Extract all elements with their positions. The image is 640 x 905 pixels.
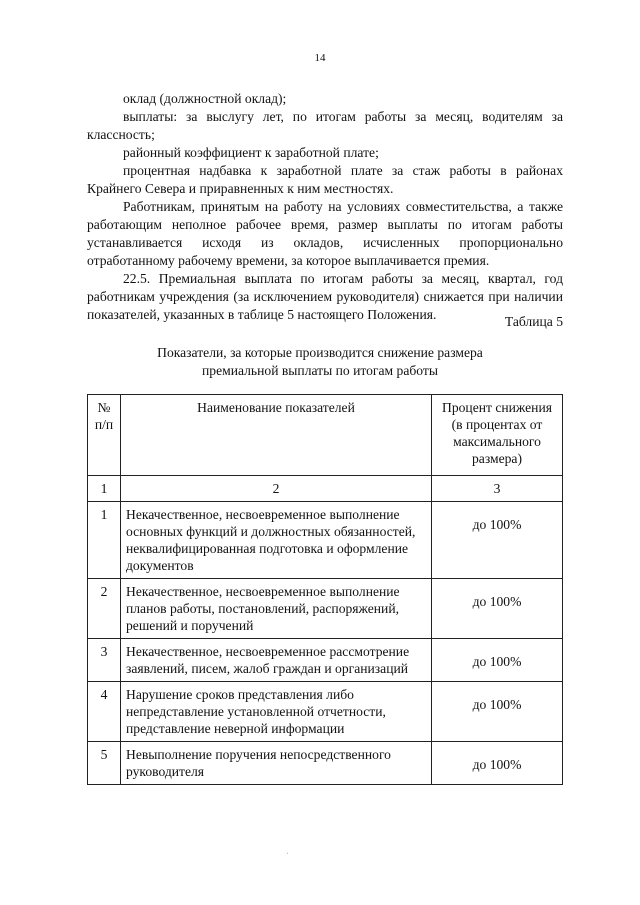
table-caption (0, 344, 640, 380)
row-percent: до 100% (432, 579, 563, 639)
row-number: 3 (88, 639, 121, 682)
paragraph: оклад (должностной оклад); (123, 91, 287, 106)
column-number: 3 (432, 476, 563, 502)
header-number: № п/п (88, 395, 121, 476)
table-header-row (88, 395, 563, 476)
row-indicator: Некачественное, несвоевременное выполнение планов работы, постановлений, распоряжений, решений и поручений (121, 579, 432, 639)
paragraph: районный коэффициент к заработной плате; (123, 145, 379, 160)
table-row (88, 682, 563, 742)
row-number: 1 (88, 502, 121, 579)
table-row (88, 502, 563, 579)
table-row (88, 742, 563, 785)
header-indicator-name: Наименование показателей (121, 395, 432, 476)
indicators-table (87, 394, 563, 785)
table-row (88, 639, 563, 682)
paragraph: Работникам, принятым на работу на условиях совместительства, а также работающим неполное рабочее время, размер выплаты по итогам работы устанавливается исходя из окладов, исчисленных пропорционально отработанному рабочему времени, за которое выплачивается премия. (87, 199, 563, 268)
body-text (87, 90, 563, 324)
column-number: 1 (88, 476, 121, 502)
row-number: 4 (88, 682, 121, 742)
paragraph: процентная надбавка к заработной плате за стаж работы в районах Крайнего Севера и приравненных к ним местностях. (87, 163, 563, 196)
caption-line: премиальной выплаты по итогам работы (202, 363, 438, 378)
row-percent: до 100% (432, 502, 563, 579)
table-row (88, 579, 563, 639)
paragraph: выплаты: за выслугу лет, по итогам работы за месяц, водителям за классность; (87, 109, 563, 142)
row-indicator: Некачественное, несвоевременное рассмотрение заявлений, писем, жалоб граждан и организаций (121, 639, 432, 682)
row-percent: до 100% (432, 742, 563, 785)
row-percent: до 100% (432, 639, 563, 682)
row-indicator: Нарушение сроков представления либо непредставление установленной отчетности, представление неверной информации (121, 682, 432, 742)
scan-mark: ˌ (286, 845, 289, 854)
page-number: 14 (314, 52, 326, 64)
row-number: 5 (88, 742, 121, 785)
paragraph: 22.5. Премиальная выплата по итогам работы за месяц, квартал, год работникам учреждения (за исключением руководителя) снижается при наличии показателей, указанных в таблице 5 настоящего Положения. (87, 271, 563, 322)
header-percent: Процент снижения (в процентах от максимального размера) (432, 395, 563, 476)
row-indicator: Некачественное, несвоевременное выполнение основных функций и должностных обязанностей, неквалифицированная подготовка и оформление документов (121, 502, 432, 579)
row-indicator: Невыполнение поручения непосредственного руководителя (121, 742, 432, 785)
column-numbers-row (88, 476, 563, 502)
column-number: 2 (121, 476, 432, 502)
row-percent: до 100% (432, 682, 563, 742)
row-number: 2 (88, 579, 121, 639)
caption-line: Показатели, за которые производится снижение размера (157, 345, 483, 360)
table-label: Таблица 5 (504, 314, 563, 329)
